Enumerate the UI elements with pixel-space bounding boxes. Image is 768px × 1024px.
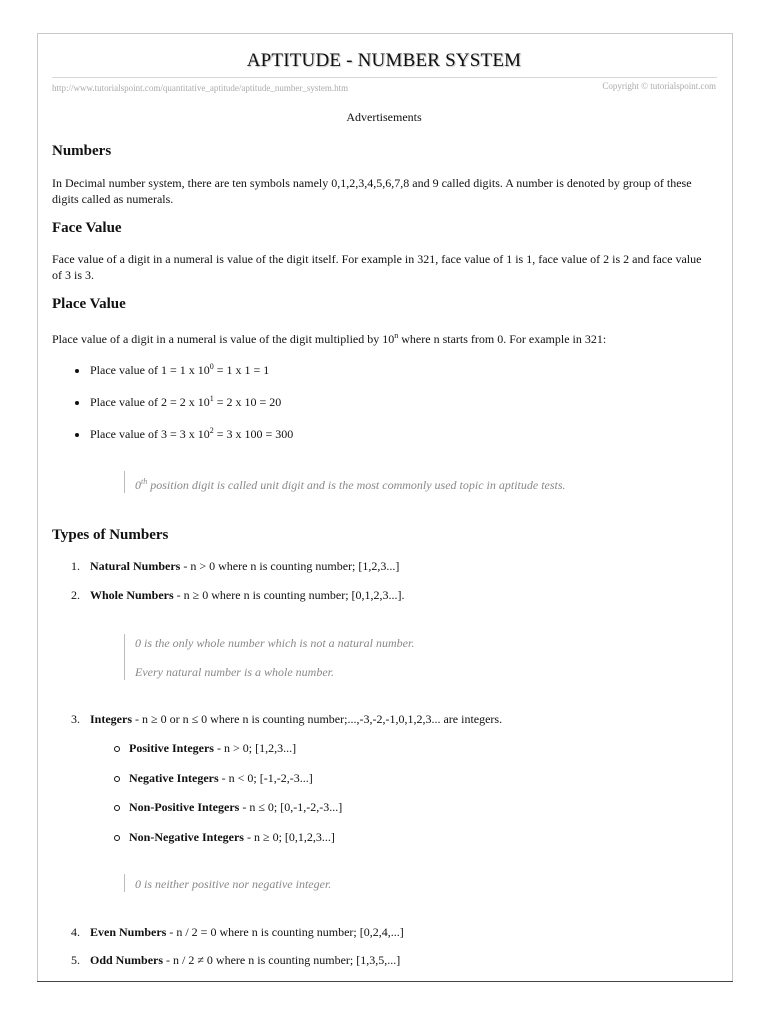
sub-bullet — [114, 835, 120, 841]
note-bar — [124, 471, 125, 493]
sub-bullet — [114, 746, 120, 752]
list-number: 5. — [71, 953, 80, 967]
whole-note-1: 0 is the only whole number which is not a natural number. — [135, 636, 415, 650]
face-value-paragraph: Face value of a digit in a numeral is value of the digit itself. For example in 321, face value of 1 is 1, face value of 2 is 2 and face value of 3 is 3. — [52, 252, 702, 282]
numbers-paragraph: In Decimal number system, there are ten symbols namely 0,1,2,3,4,5,6,7,8 and 9 called digits. A number is denoted by group of these digits called as numerals. — [52, 176, 692, 206]
page-bottom-rule — [37, 981, 733, 982]
note-bar — [124, 634, 125, 680]
place-value-item: Place value of 1 = 1 x $10^0 = 1$ x 1 = 1 — [90, 362, 270, 377]
integer-sub-non-negative: Non-Negative Integers - n ≥ 0; [0,1,2,3...] — [129, 830, 335, 844]
page-title: APTITUDE - NUMBER SYSTEM — [246, 50, 522, 71]
list-number: 4. — [71, 925, 80, 939]
place-value-paragraph: Place value of a digit in a numeral is value of the digit multiplied by 10$^n$ where n starts from 0. For example in 321: — [52, 331, 607, 346]
list-number: 1. — [71, 559, 80, 573]
note-bar — [124, 874, 125, 892]
type-item-whole: Whole Numbers - n ≥ 0 where n is counting number; [0,1,2,3...]. — [90, 588, 405, 602]
whole-note-2: Every natural number is a whole number. — [135, 665, 334, 679]
integer-sub-non-positive: Non-Positive Integers - n ≤ 0; [0,-1,-2,-3...] — [129, 800, 343, 814]
type-item-odd: Odd Numbers - n / 2 ≠ 0 where n is counting number; [1,3,5,...] — [90, 953, 401, 967]
copyright-notice: Copyright © tutorialspoint.com — [602, 81, 716, 91]
integer-note: 0 is neither positive nor negative integer. — [135, 877, 332, 891]
title-divider — [52, 77, 717, 78]
heading-types-of-numbers: Types of Numbers — [52, 527, 169, 543]
advertisements-label: Advertisements — [346, 110, 422, 124]
unit-digit-note: 0th position digit is called unit digit and is the most commonly used topic in aptitude tests. — [135, 477, 566, 492]
bullet — [75, 369, 79, 373]
list-number: 3. — [71, 712, 80, 726]
place-value-item: Place value of 3 = 3 x $10^2 = 3$ x 100 = 300 — [90, 426, 294, 441]
bullet — [75, 401, 79, 405]
bullet — [75, 433, 79, 437]
heading-face-value: Face Value — [52, 220, 122, 236]
sub-bullet — [114, 776, 120, 782]
integer-sub-negative: Negative Integers - n < 0; [-1,-2,-3...] — [129, 771, 313, 785]
place-value-item: Place value of 2 = 2 x $10^1 = 2$ x 10 = 20 — [90, 394, 282, 409]
type-item-natural: Natural Numbers - n > 0 where n is counting number; [1,2,3...] — [90, 559, 400, 573]
heading-numbers: Numbers — [52, 143, 112, 159]
list-number: 2. — [71, 588, 80, 602]
integer-sub-positive: Positive Integers - n > 0; [1,2,3...] — [129, 741, 297, 755]
heading-place-value: Place Value — [52, 296, 126, 312]
type-item-integers: Integers - n ≥ 0 or n ≤ 0 where n is counting number;...,-3,-2,-1,0,1,2,3... are integers. — [90, 712, 503, 726]
source-url[interactable]: http://www.tutorialspoint.com/quantitative_aptitude/aptitude_number_system.htm — [52, 83, 349, 93]
sub-bullet — [114, 805, 120, 811]
type-item-even: Even Numbers - n / 2 = 0 where n is counting number; [0,2,4,...] — [90, 925, 404, 939]
